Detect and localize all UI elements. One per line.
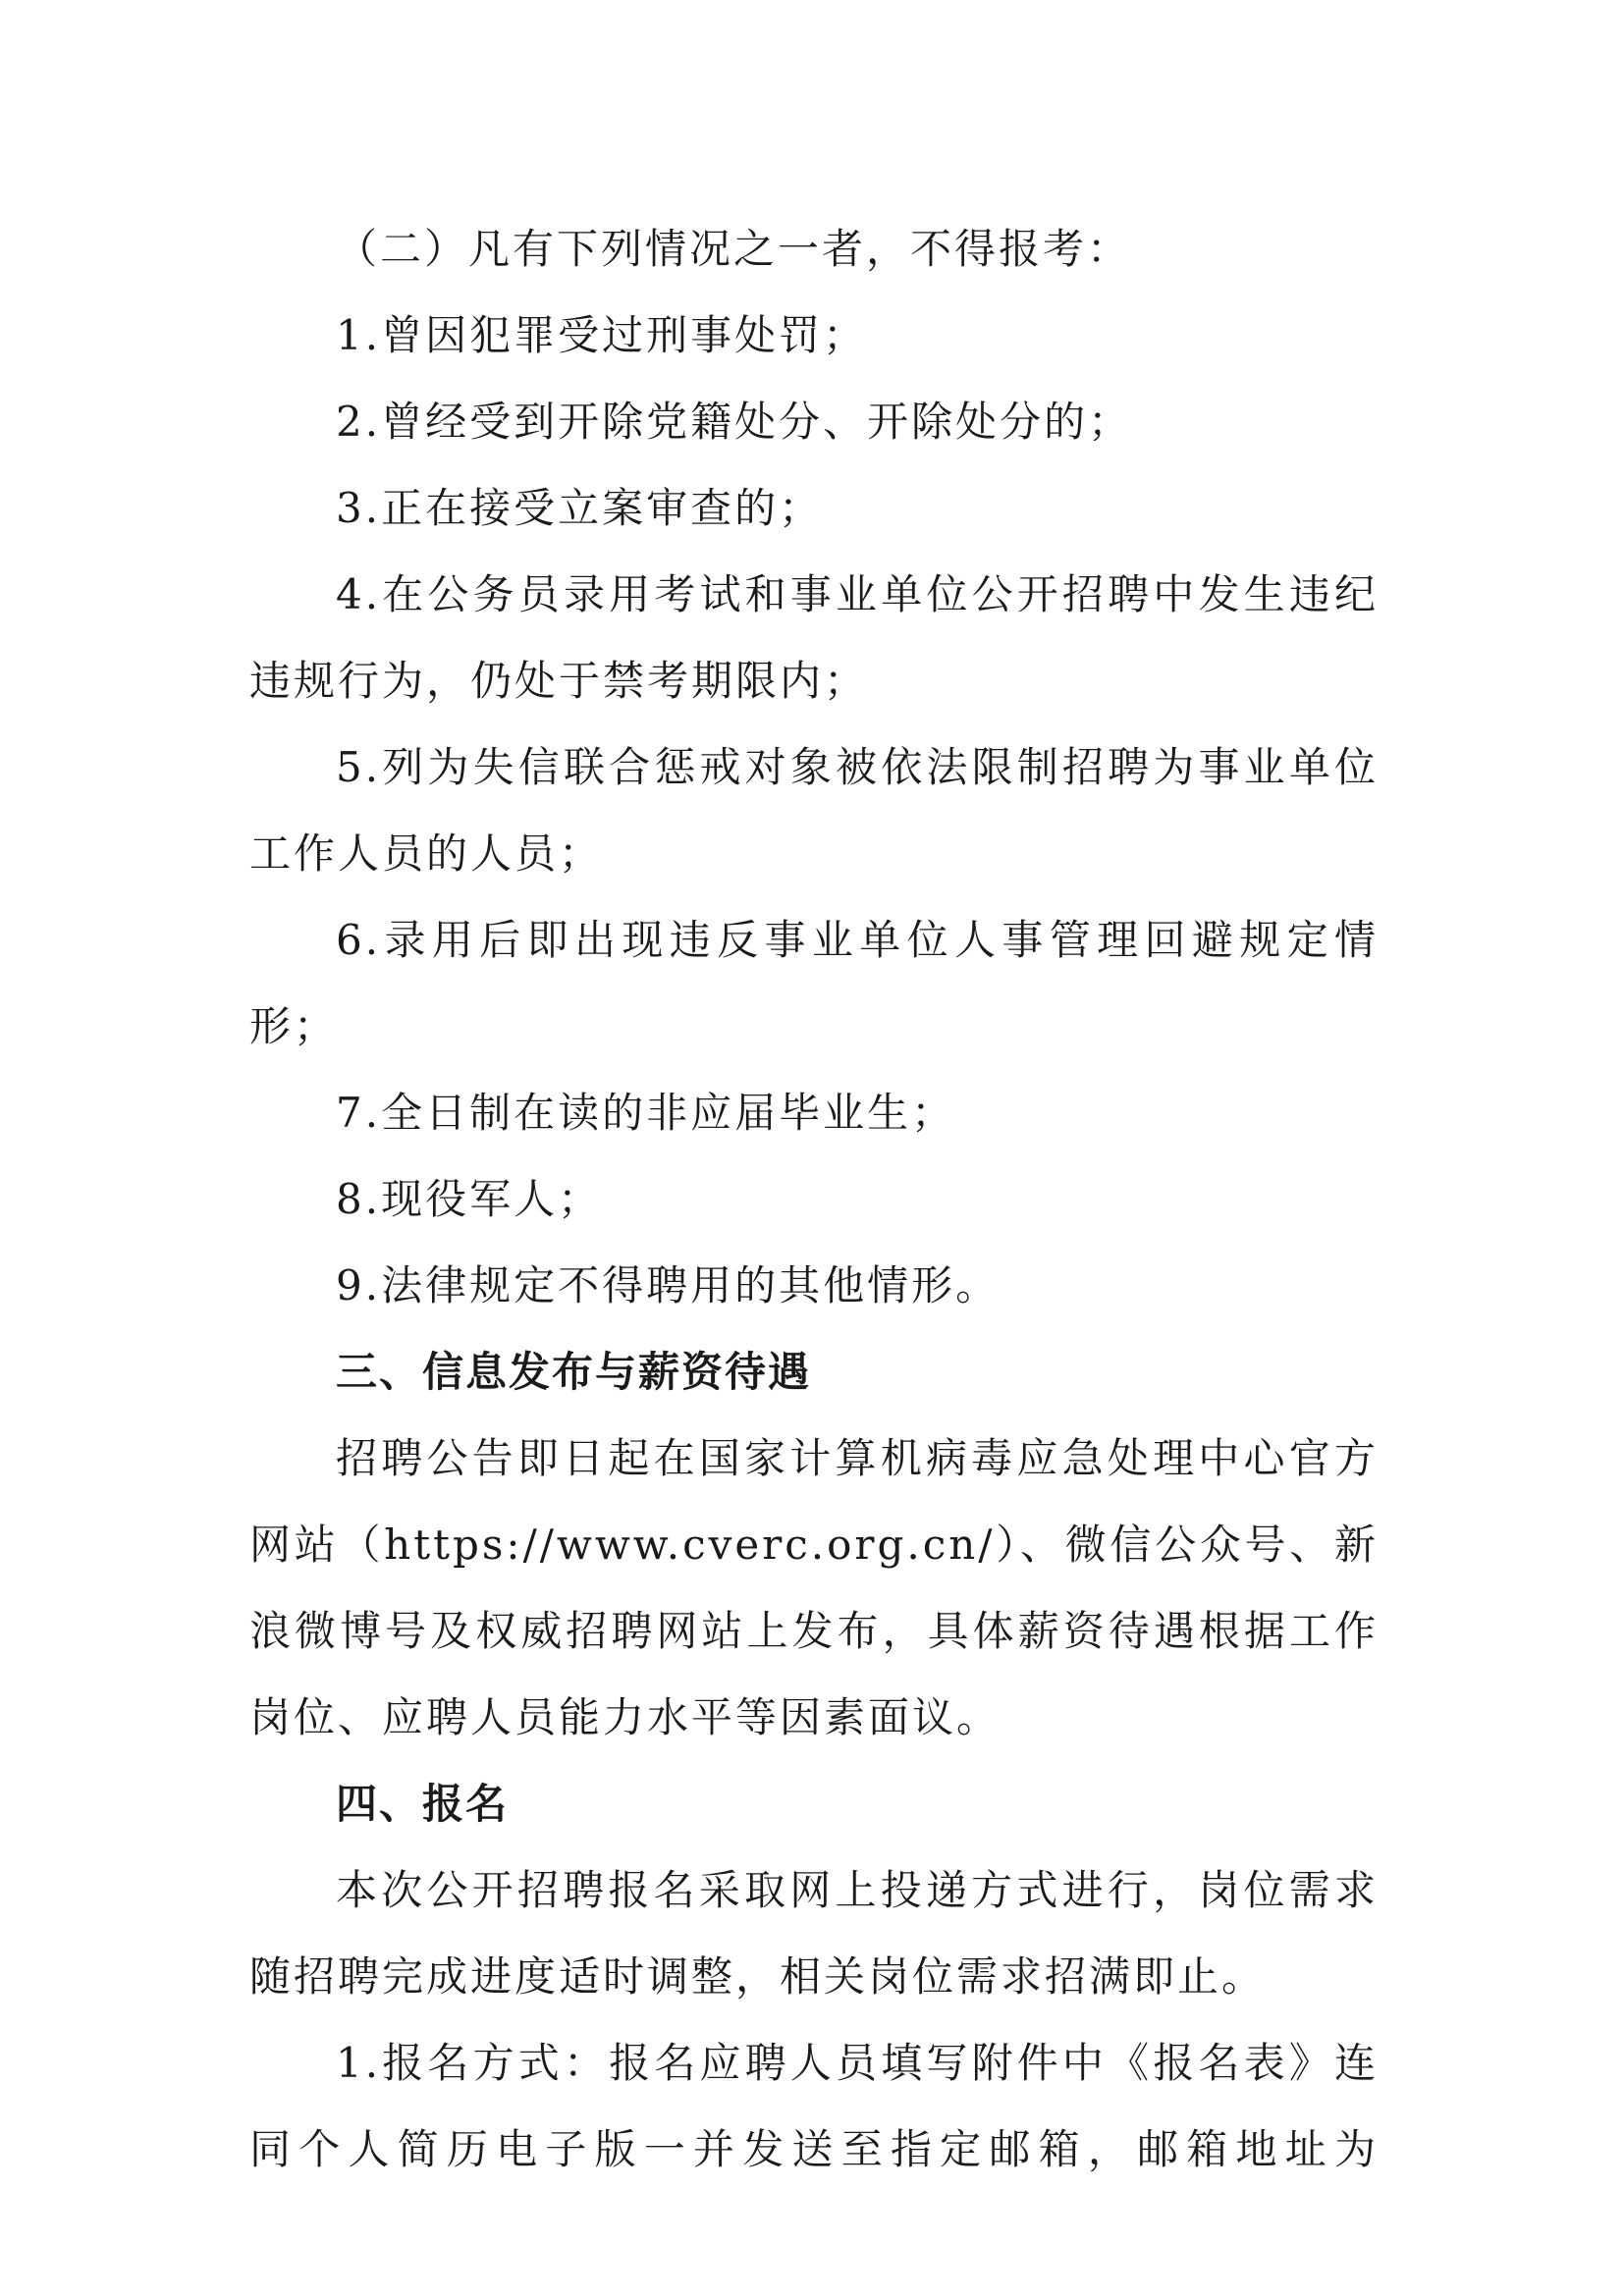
registration-method-paragraph: 1.报名方式：报名应聘人员填写附件中《报名表》连同个人简历电子版一并发送至指定邮箱，邮箱地址为 (249, 2039, 1379, 2173)
exclusion-item-4: 4.在公务员录用考试和事业单位公开招聘中发生违纪违规行为，仍处于禁考期限内； (249, 570, 1379, 705)
exclusion-item-8: 8.现役军人； (336, 1175, 603, 1223)
document-body (249, 206, 1379, 2193)
exclusion-intro: （二）凡有下列情况之一者，不得报考： (336, 225, 1132, 273)
exclusion-item-3: 3.正在接受立案审查的； (336, 484, 824, 532)
registration-paragraph: 本次公开招聘报名采取网上投递方式进行，岗位需求随招聘完成进度适时调整，相关岗位需求招满即止。 (249, 1866, 1379, 2001)
section-heading-info-salary: 三、信息发布与薪资待遇 (336, 1348, 812, 1396)
section-heading-registration: 四、报名 (336, 1780, 510, 1828)
exclusion-item-6: 6.录用后即出现违反事业单位人事管理回避规定情形； (249, 916, 1379, 1050)
exclusion-item-1: 1.曾因犯罪受过刑事处罚； (336, 311, 868, 359)
exclusion-item-2: 2.曾经受到开除党籍处分、开除处分的； (336, 398, 1133, 446)
exclusion-item-9: 9.法律规定不得聘用的其他情形。 (336, 1261, 1001, 1309)
exclusion-item-7: 7.全日制在读的非应届毕业生； (336, 1089, 956, 1137)
info-release-paragraph: 招聘公告即日起在国家计算机病毒应急处理中心官方网站（https://www.cverc.org.cn/）、微信公众号、新浪微博号及权威招聘网站上发布，具体薪资待遇根据工作岗位、应聘人员能力水平等因素面议。 (249, 1434, 1379, 1741)
exclusion-item-5: 5.列为失信联合惩戒对象被依法限制招聘为事业单位工作人员的人员； (249, 743, 1379, 878)
